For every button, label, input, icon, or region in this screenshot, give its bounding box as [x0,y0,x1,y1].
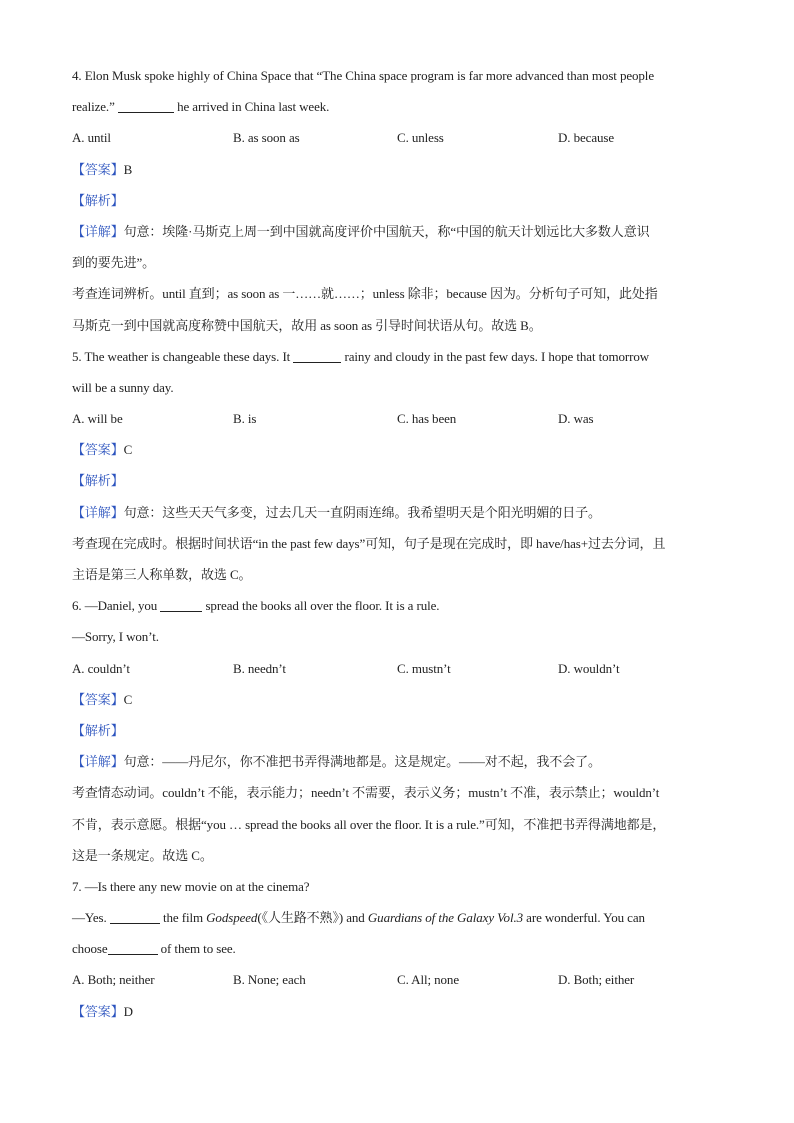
option-a: A. couldn’t [72,660,130,676]
answer-blank [160,597,202,612]
question-6-answer [72,688,734,719]
question-4-detail-3: 考查连词辨析。until 直到；as soon as 一……就……；unless 除非；because 因为。分析句子可知，此处指 [72,286,658,302]
answer-label: 【答案】 [72,1003,124,1019]
option-b: B. is [233,411,257,427]
question-4-detail-2: 到的要先进”。 [72,255,156,271]
question-6-detail-1: 【详解】句意：——丹尼尔，你不准把书弄得满地都是。这是规定。——对不起，我不会了。 [72,754,601,770]
question-4-detail-1: 【详解】句意：埃隆·马斯克上周一到中国就高度评价中国航天，称“中国的航天计划远比大多数人意识 [72,223,650,239]
question-5-stem-line-1: 5. The weather is changeable these days. It rainy and cloudy in the past few days. I hope that tomorrow [72,348,650,364]
option-b: B. as soon as [233,130,300,146]
answer-value: C [123,691,133,707]
question-6-analysis-label: 【解析】 [72,722,124,738]
question-5-detail-1: 【详解】句意：这些天天气多变，过去几天一直阴雨连绵。我希望明天是个阳光明媚的日子。 [72,504,601,520]
question-6-stem-line-2: —Sorry, I won’t. [72,629,159,645]
question-4-analysis-label: 【解析】 [72,192,124,208]
option-d: D. because [558,130,615,146]
question-5-options [72,407,734,438]
question-5-answer [72,438,734,469]
question-7-stem-line-2: —Yes. the film Godspeed(《人生路不熟》) and Guardians of the Galaxy Vol.3 are wonderful. You can [72,910,645,926]
question-5-analysis-label: 【解析】 [72,473,124,489]
question-7-options [72,968,734,999]
question-6-options [72,657,734,688]
answer-value: C [123,442,133,458]
option-c: C. mustn’t [397,660,451,676]
question-5-stem-line-2: will be a sunny day. [72,379,174,395]
option-c: C. has been [397,411,457,427]
answer-label: 【答案】 [72,442,124,458]
question-6-detail-2: 考查情态动词。couldn’t 不能，表示能力；needn’t 不需要，表示义务；mustn’t 不准，表示禁止；wouldn’t [72,785,660,801]
film-title: Godspeed [206,910,258,926]
question-7-stem-line-3: choose of them to see. [72,941,236,957]
option-b: B. needn’t [233,660,286,676]
question-4-options [72,126,734,157]
answer-label: 【答案】 [72,691,124,707]
option-a: A. will be [72,411,123,427]
question-6-stem-line-1: 6. —Daniel, you spread the books all over the floor. It is a rule. [72,598,440,614]
answer-label: 【答案】 [72,161,124,177]
question-4-stem-line-2: realize.” he arrived in China last week. [72,99,330,115]
answer-blank [118,98,174,113]
option-b: B. None; each [233,972,306,988]
answer-blank [110,909,160,924]
option-a: A. until [72,130,111,146]
question-4-stem-text: 4. Elon Musk spoke highly of China Space that “The China space program is far more advanced than most people [72,68,654,83]
question-5-detail-2: 考查现在完成时。根据时间状语“in the past few days”可知，句子是现在完成时，即 have/has+过去分词，且 [72,535,666,551]
option-a: A. Both; neither [72,972,155,988]
question-6-detail-3: 不肯，表示意愿。根据“you … spread the books all over the floor. It is a rule.”可知，不准把书弄得满地都是， [72,816,666,832]
option-d: D. was [558,411,594,427]
answer-blank [108,940,158,955]
option-c: C. All; none [397,972,459,988]
question-7-stem-line-1: 7. —Is there any new movie on at the cinema? [72,878,310,894]
answer-blank [293,348,341,363]
answer-value: B [123,161,133,177]
question-5-detail-3: 主语是第三人称单数，故选 C。 [72,567,252,582]
question-4-stem-line-1 [72,64,734,95]
question-4-detail-4: 马斯克一到中国就高度称赞中国航天，故用 as soon as 引导时间状语从句。故选 B。 [72,317,542,333]
option-d: D. Both; either [558,972,635,988]
film-title: Guardians of the Galaxy Vol.3 [367,910,524,926]
option-c: C. unless [397,130,444,146]
option-d: D. wouldn’t [558,660,620,676]
question-4-answer [72,158,734,189]
answer-value: D [123,1003,133,1019]
question-6-detail-4: 这是一条规定。故选 C。 [72,847,213,863]
question-7-answer [72,1000,734,1031]
